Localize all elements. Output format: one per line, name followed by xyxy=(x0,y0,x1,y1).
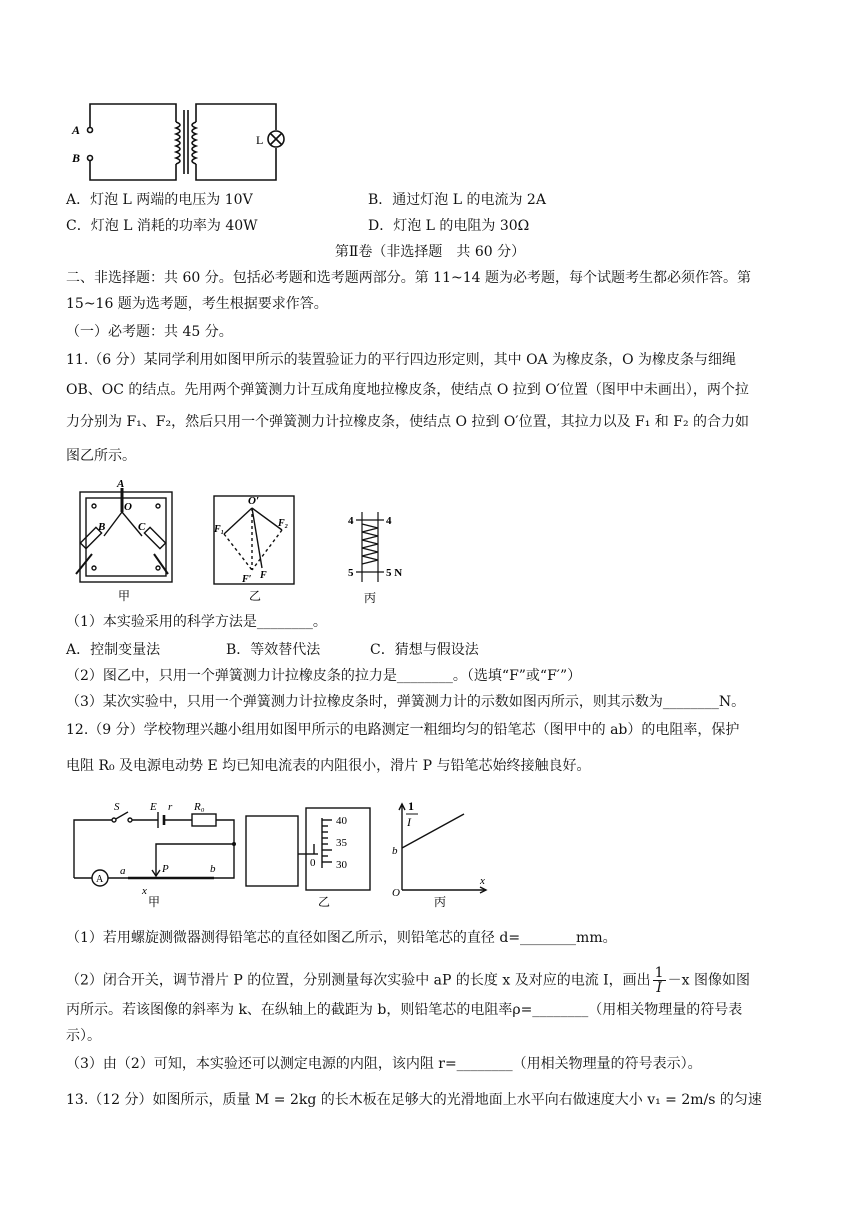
q12-sub2-fraction xyxy=(653,966,666,995)
q12-fig-emf-label: E xyxy=(150,801,157,813)
q12-sub2-text-end: －x 图像如图 xyxy=(667,972,750,989)
q11-fig-label-f-prime: F′ xyxy=(242,574,252,585)
q11-line4: 图乙所示。 xyxy=(66,448,136,464)
section2-intro-line1: 二、非选择题：共 60 分。包括必考题和选考题两部分。第 11~14 题为必考题，每个试题考生都必须作答。第 xyxy=(66,270,751,286)
q11-sub1-option-b: B．等效替代法 xyxy=(226,642,321,658)
q12-mic-35: 35 xyxy=(336,837,347,849)
q11-sub2: （2）图乙中，只用一个弹簧测力计拉橡皮条的拉力是________。（选填“F”或“F′”） xyxy=(66,668,582,684)
q11-sub1-option-a: A．控制变量法 xyxy=(66,642,161,658)
q11-fig-label-f2: F₂ xyxy=(278,518,289,529)
q11-line3: 力分别为 F₁、F₂，然后只用一个弹簧测力计拉橡皮条，使结点 O 拉到 O′位置，其拉力以及 F₁ 和 F₂ 的合力如 xyxy=(66,414,750,430)
q12-fig-ammeter-label: A xyxy=(96,874,104,885)
q12-sub2-fraction-num: 1 xyxy=(654,965,664,981)
q12-figures xyxy=(66,800,506,908)
q11-fig-bing-caption: 丙 xyxy=(364,591,377,605)
q11-fig-label-f: F xyxy=(260,570,267,581)
q12-fig-p-label: P xyxy=(162,863,169,875)
q12-graph-intercept-b: b xyxy=(392,845,398,857)
q11-fig-label-o: O xyxy=(124,501,132,513)
q12-sub3: （3）由（2）可知，本实验还可以测定电源的内阻，该内阻 r=________（用相关物理量的符号表示）。 xyxy=(66,1056,702,1072)
q12-sub2-line2: 丙所示。若该图像的斜率为 k、在纵轴上的截距为 b，则铅笔芯的电阻率ρ=________（用相关物理量的符号表 xyxy=(66,1002,743,1018)
q12-fig-r0-label: R₀ xyxy=(194,801,205,813)
q12-graph-x-label: x xyxy=(480,875,485,887)
q12-sub1: （1）若用螺旋测微器测得铅笔芯的直径如图乙所示，则铅笔芯的直径 d=________mm。 xyxy=(66,930,617,946)
terminal-a-label: A xyxy=(72,123,81,137)
q12-mic-30: 30 xyxy=(336,859,347,871)
q10-option-d: D．灯泡 L 的电阻为 30Ω xyxy=(368,218,530,234)
q12-fig-bing-caption: 丙 xyxy=(434,895,447,908)
q12-sub2-fraction-den: I xyxy=(656,980,662,996)
q11-scale-4-right: 4 xyxy=(386,515,392,527)
q11-fig-yi-caption: 乙 xyxy=(249,589,262,603)
q11-line1: 11.（6 分）某同学利用如图甲所示的装置验证力的平行四边形定则，其中 OA 为橡皮条，O 为橡皮条与细绳 xyxy=(66,352,737,368)
q11-fig-label-b: B xyxy=(98,521,106,533)
q12-sub2-text: （2）闭合开关，调节滑片 P 的位置，分别测量每次实验中 aP 的长度 x 及对应的电流 I，画出 xyxy=(66,972,651,989)
q11-sub3: （3）某次实验中，只用一个弹簧测力计拉橡皮条时，弹簧测力计的示数如图丙所示，则其示数为________N。 xyxy=(66,694,746,710)
q10-option-c: C．灯泡 L 消耗的功率为 40W xyxy=(66,218,258,234)
q12-fig-switch-label: S xyxy=(114,801,120,813)
q11-sub1: （1）本实验采用的科学方法是________。 xyxy=(66,614,327,630)
q13-line1: 13.（12 分）如图所示，质量 M = 2kg 的长木板在足够大的光滑地面上水平向右做速度大小 v₁ = 2m/s 的匀速 xyxy=(66,1092,762,1108)
q12-mic-40: 40 xyxy=(336,815,347,827)
q12-line1: 12.（9 分）学校物理兴趣小组用如图甲所示的电路测定一粗细均匀的铅笔芯（图甲中的 ab）的电阻率，保护 xyxy=(66,722,740,738)
q11-fig-jia-caption: 甲 xyxy=(118,589,131,603)
q11-sub1-option-c: C．猜想与假设法 xyxy=(370,642,479,658)
q11-scale-5-left: 5 xyxy=(348,567,354,579)
q12-graph-origin: O xyxy=(392,887,400,899)
terminal-b-label: B xyxy=(72,151,81,165)
q11-figures xyxy=(66,478,406,606)
q12-graph-y-denominator: I xyxy=(407,815,411,829)
section2-intro-line2: 15~16 题为选考题，考生根据要求作答。 xyxy=(66,296,328,312)
q12-fig-internal-r-label: r xyxy=(168,801,173,813)
q12-sub2-line1 xyxy=(66,966,750,995)
required-title: （一）必考题：共 45 分。 xyxy=(66,324,233,340)
q12-fig-jia-caption: 甲 xyxy=(148,895,161,908)
q10-option-b: B．通过灯泡 L 的电流为 2A xyxy=(368,192,546,208)
q11-fig-label-a: A xyxy=(117,478,125,490)
q12-mic-0: 0 xyxy=(310,857,316,869)
q11-scale-5n-right: 5 N xyxy=(386,567,403,579)
q11-fig-label-f1: F₁ xyxy=(214,524,225,535)
q12-graph-y-numerator: 1 xyxy=(408,800,414,813)
q11-fig-label-o-prime: O′ xyxy=(248,495,260,507)
q12-fig-yi-caption: 乙 xyxy=(318,895,331,908)
q11-fig-label-c: C xyxy=(138,521,146,533)
q11-scale-4-left: 4 xyxy=(348,515,354,527)
transformer-diagram xyxy=(66,96,286,186)
section2-title: 第Ⅱ卷（非选择题 共 60 分） xyxy=(334,244,526,260)
lamp-label: L xyxy=(256,133,264,147)
q12-fig-a-label: a xyxy=(120,865,126,877)
q12-sub2-line3: 示）。 xyxy=(66,1028,101,1044)
q11-line2: OB、OC 的结点。先用两个弹簧测力计互成角度地拉橡皮条，使结点 O 拉到 O′位置（图甲中未画出），两个拉 xyxy=(66,382,749,398)
q10-option-a: A．灯泡 L 两端的电压为 10V xyxy=(66,192,253,208)
q12-fig-x-label: x xyxy=(142,885,147,897)
q12-line2: 电阻 R₀ 及电源电动势 E 均已知电流表的内阻很小，滑片 P 与铅笔芯始终接触良好。 xyxy=(66,758,591,774)
q12-fig-b-label: b xyxy=(210,863,216,875)
